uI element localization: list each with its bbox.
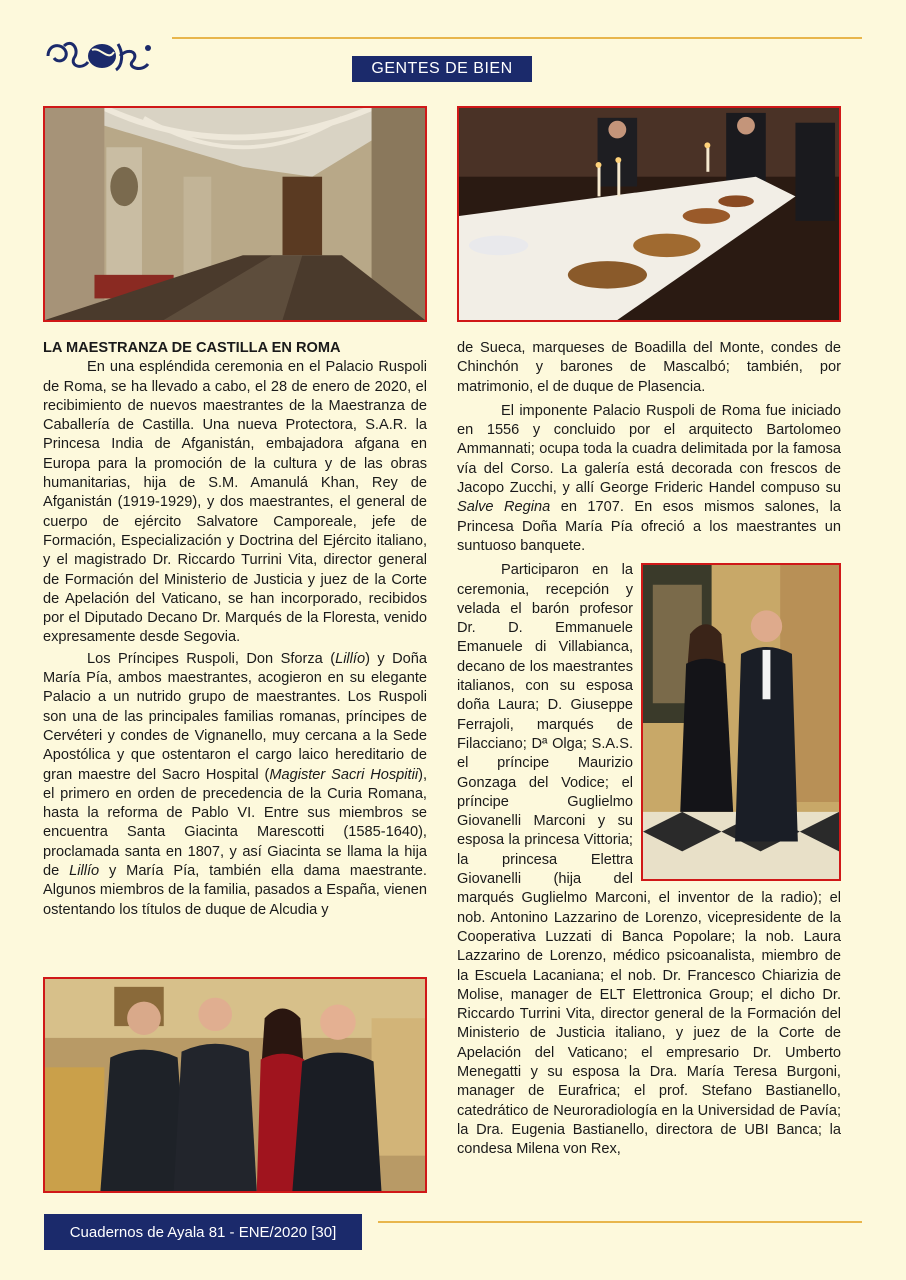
palace-gallery-photo [43,106,427,322]
paragraph-2-continued: de Sueca, marqueses de Boadilla del Monte, condes de Chinchón y barones de Mascalbó; también, por matrimonio, el de duque de Plasencia. [457,340,841,395]
article-title: LA MAESTRANZA DE CASTILLA EN ROMA [43,340,341,356]
footer-rule [378,1221,862,1223]
paragraph-4: Participaron en la ceremonia, recepción y velada el barón profesor Dr. D. Emmanuele Emanuele di Villabianca, decano de los maestrantes italianos, con su esposa doña Laura; D. Giuseppe Ferrajoli, marqués de Filacciano; Dª Olga; S.A.S. el príncipe Maurizio Gonzaga del Vodice; el príncipe Guglielmo Giovanelli Marconi y su esposa la princesa Vittoria; la princesa Elettra Giovanelli (hija del marqués Guglielmo Marconi, el inventor de la radio); el nob. Antonino Lazzarino de Lorenzo, vicepresidente de la Cooperativa Luzzati di Banca Popolare; la nob. Laura Lazzarino de Lorenzo, médico psicoanalista, miembro de la Escuela Lacaniana; el nob. Dr. Francesco Chiarizia de Molise, manager de ELT Elettronica Group; el dicho Dr. Riccardo Turrini Vita, director general de la Formación del Ministerio de Justicia italiano, y juez de la Corte de Apelación del Vaticano; el empresario Dr. Umberto Menegatti y su esposa la Dra. María Teresa Burgoni, manager de Eurafrica; el prof. Stefano Bastianello, catedrático de Neuroradiología en la Universidad de Pavía; la Dra. Eugenia Bastianello, directora de UBI Banca; la condesa Milena von Rex, [457,562,841,1158]
group-photo [43,977,427,1193]
couple-photo [641,563,841,881]
paragraph-1: En una espléndida ceremonia en el Palacio Ruspoli de Roma, se ha llevado a cabo, el 28 de enero de 2020, el recibimiento de nuevos maestrantes de la Maestranza de Caballería de Castilla. Una nueva Protectora, S.A.R. la Princesa India de Afganistán, embajadora afgana en Europa para la promoción de la cultura y de las obras humanitarias, hija de S.M. Amanulá Khan, Rey de Afganistán (1919-1929), y dos maestrantes, el general de cuerpo de ejército Salvatore Camporeale, jefe de Formación, Especialización y Doctrina del Ejército italiano, y el magistrado Dr. Riccardo Turrini Vita, director general de Formación del Ministerio de Justicia y juez de la Corte de Apelación del Vaticano, se han incorporado, recibidos por el Diputado Decano Dr. Marqués de la Floresta, venido expresamente desde Segovia. [43,359,427,646]
header-rule [172,37,862,39]
salve-regina-italic: Salve Regina [457,499,551,516]
lillio-italic: Lillío [335,650,366,667]
left-column [43,339,427,961]
paragraph-3: El imponente Palacio Ruspoli de Roma fue iniciado en 1556 y concluido por el arquitecto Bartolomeo Ammannati; ocupa toda la cuadra delimitada por la famosa vía del Corso. La galería está decorada con frescos de Jacopo Zucchi, y allí George Frideric Handel compuso su Salve Regina en 1707. En esos mismos salones, la Princesa Doña María Pía ofreció a los maestrantes un suntuoso banquete. [457,402,841,554]
paragraph-2: Los Príncipes Ruspoli, Don Sforza (Lillío) y Doña María Pía, ambos maestrantes, acogieron en su elegante Palacio a un nutrido grupo de maestrantes. Los Ruspoli son una de las principales familias romanas, príncipes de Cervéteri y condes de Vignanello, muy cercana a la Sede Apostólica y que ostentaron el cargo laico hereditario de gran maestre del Sacro Hospital (Magister Sacri Hospitii), el primero en orden de precedencia de la Curia Romana, hasta la reforma de Pablo VI. Entre sus miembros se encuentra Santa Giacinta Marescotti (1585-1640), proclamada santa en 1807, y así Giacinta se llama la hija de Lillío y María Pía, también ella dama maestrante. Algunos miembros de la familia, pasados a España, vienen ostentando los títulos de duque de Alcudia y [43,650,428,918]
section-label: GENTES DE BIEN [352,56,532,82]
magazine-logo [44,36,156,76]
right-column [457,339,841,1189]
footer-page-label: Cuadernos de Ayala 81 - ENE/2020 [30] [44,1214,362,1250]
magister-italic: Magister Sacri Hospitii [269,766,419,783]
banquet-table-photo [457,106,841,322]
lillio-italic-2: Lillío [69,863,100,880]
ayala-logo-icon [44,36,156,76]
